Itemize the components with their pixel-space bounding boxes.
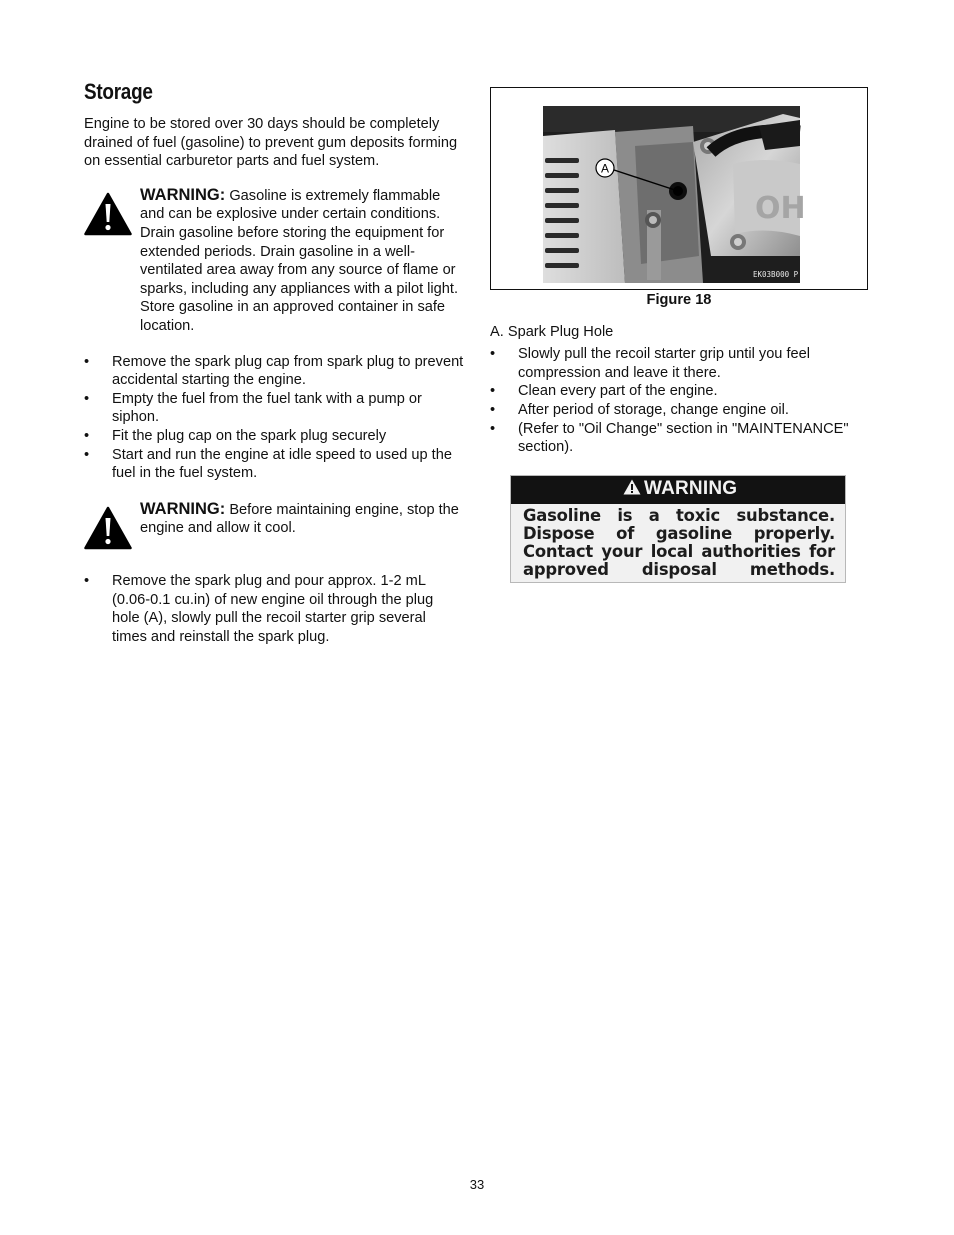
decal-line: approved disposal methods. xyxy=(523,559,835,579)
figure-legend: A. Spark Plug Hole xyxy=(490,323,614,340)
warning-block-maintenance xyxy=(84,500,464,556)
decal-line: Gasoline is a toxic substance. xyxy=(523,505,835,525)
decal-header-text: WARNING xyxy=(644,478,738,500)
engine-photo xyxy=(543,106,806,283)
warning-triangle-icon xyxy=(84,186,140,242)
decal-body xyxy=(511,504,845,579)
list-item: • Slowly pull the recoil starter grip until you feel compression and leave it there. xyxy=(490,345,875,382)
warning-label: WARNING: xyxy=(140,185,226,204)
list-item: • After period of storage, change engine oil. xyxy=(490,401,875,420)
warning-decal xyxy=(510,475,846,583)
list-item: • (Refer to "Oil Change" section in "MAINTENANCE" section). xyxy=(490,420,875,457)
warning-label: WARNING: xyxy=(140,499,226,518)
left-column xyxy=(84,78,464,664)
engine-letters: OH xyxy=(755,191,806,226)
decal-line: Dispose of gasoline properly. xyxy=(523,523,835,543)
callout-label: A xyxy=(600,161,610,176)
list-item: • Start and run the engine at idle speed to used up the fuel in the fuel system. xyxy=(84,446,464,483)
list-item: • Remove the spark plug cap from spark plug to prevent accidental starting the engine. xyxy=(84,353,464,390)
figure-code: EK03B000 P xyxy=(753,270,799,279)
section-title: Storage xyxy=(84,79,153,104)
decal-line: Contact your local authorities for xyxy=(523,541,835,561)
figure-caption: Figure 18 xyxy=(646,292,712,308)
page-number: 33 xyxy=(469,1177,485,1192)
warning-triangle-icon xyxy=(623,479,641,500)
list-item: • Remove the spark plug and pour approx. 1-2 mL (0.06-0.1 cu.in) of new engine oil through the plug hole (A), slowly pull the recoil starter grip several times and reinstall the spark plug. xyxy=(84,572,464,646)
decal-header xyxy=(511,476,845,504)
figure-18-frame xyxy=(490,87,868,290)
right-column xyxy=(490,87,875,583)
bullet-list-storage-steps xyxy=(490,345,875,457)
warning-triangle-icon xyxy=(84,500,140,556)
warning-text: Gasoline is extremely flammable and can be explosive under certain conditions. Drain gasoline before storing the equipment for extended periods. Drain gasoline in a well-ventilated area away from any source of flame or sparks, including any appliances with a pilot light. Store gasoline in an approved container in safe location. xyxy=(140,187,458,334)
warning-text: Before maintaining engine, stop the engine and allow it cool. xyxy=(140,501,459,537)
list-item: • Empty the fuel from the fuel tank with a pump or siphon. xyxy=(84,390,464,427)
warning-block-gasoline xyxy=(84,186,464,336)
list-item: • Clean every part of the engine. xyxy=(490,382,875,401)
bullet-list-oil xyxy=(84,572,464,646)
bullet-list-drain xyxy=(84,353,464,483)
intro-paragraph: Engine to be stored over 30 days should be completely drained of fuel (gasoline) to prevent gum deposits forming on essential carburetor parts and fuel system. xyxy=(84,116,458,170)
list-item: • Fit the plug cap on the spark plug securely xyxy=(84,427,464,446)
